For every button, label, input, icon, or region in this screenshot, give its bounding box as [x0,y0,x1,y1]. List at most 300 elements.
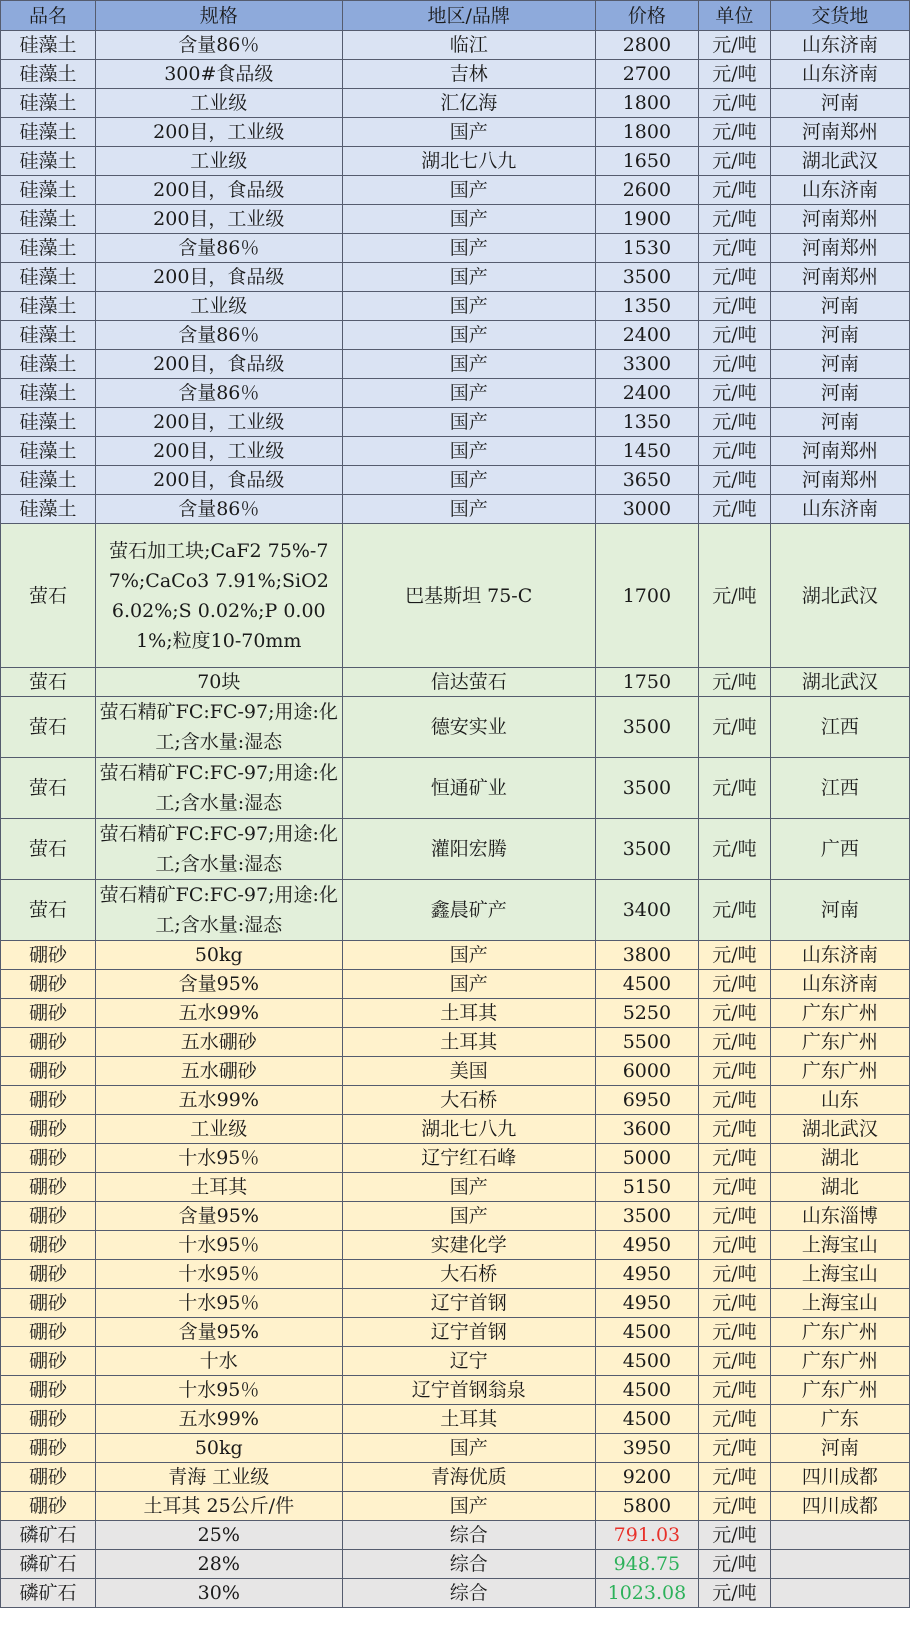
cell-spec: 含量86％ [95,234,342,263]
cell-delivery-location: 广东 [770,1405,909,1434]
header-product-name: 品名 [1,1,96,31]
cell-delivery-location: 山东济南 [770,60,909,89]
cell-delivery-location: 河南 [770,379,909,408]
cell-product-name: 硅藻土 [1,379,96,408]
cell-unit: 元/吨 [699,1463,771,1492]
cell-unit: 元/吨 [699,999,771,1028]
cell-price: 4500 [595,1376,698,1405]
cell-region-brand: 国产 [342,176,595,205]
cell-spec: 土耳其 [95,1173,342,1202]
table-row [1,1521,910,1550]
cell-region-brand: 德安实业 [342,697,595,758]
cell-product-name: 磷矿石 [1,1579,96,1608]
cell-region-brand: 国产 [342,321,595,350]
table-row [1,263,910,292]
cell-delivery-location: 山东淄博 [770,1202,909,1231]
cell-delivery-location: 河南 [770,292,909,321]
cell-unit: 元/吨 [699,31,771,60]
cell-unit: 元/吨 [699,408,771,437]
cell-price: 1450 [595,437,698,466]
cell-product-name: 硅藻土 [1,60,96,89]
cell-price: 1750 [595,668,698,697]
cell-region-brand: 国产 [342,350,595,379]
cell-unit: 元/吨 [699,495,771,524]
cell-product-name: 硼砂 [1,1115,96,1144]
table-row [1,408,910,437]
cell-product-name: 硅藻土 [1,466,96,495]
cell-spec: 含量86％ [95,31,342,60]
cell-region-brand: 国产 [342,1173,595,1202]
cell-spec: 青海 工业级 [95,1463,342,1492]
cell-price: 5500 [595,1028,698,1057]
cell-delivery-location: 山东济南 [770,31,909,60]
table-row [1,941,910,970]
cell-price: 1023.08 [595,1579,698,1608]
cell-delivery-location: 河南 [770,321,909,350]
cell-price: 6950 [595,1086,698,1115]
cell-price: 5000 [595,1144,698,1173]
cell-unit: 元/吨 [699,466,771,495]
cell-unit: 元/吨 [699,1028,771,1057]
cell-spec: 十水95％ [95,1144,342,1173]
cell-product-name: 硼砂 [1,1434,96,1463]
cell-delivery-location [770,1521,909,1550]
table-row [1,1318,910,1347]
cell-spec: 五水99% [95,1405,342,1434]
cell-region-brand: 辽宁 [342,1347,595,1376]
cell-spec: 工业级 [95,89,342,118]
cell-spec: 50kg [95,1434,342,1463]
cell-region-brand: 灌阳宏腾 [342,819,595,880]
cell-unit: 元/吨 [699,1202,771,1231]
table-row [1,1057,910,1086]
cell-unit: 元/吨 [699,1144,771,1173]
cell-unit: 元/吨 [699,1289,771,1318]
cell-region-brand: 国产 [342,205,595,234]
table-row [1,1202,910,1231]
table-row [1,1173,910,1202]
cell-region-brand: 美国 [342,1057,595,1086]
cell-delivery-location: 广东广州 [770,1057,909,1086]
table-body [1,31,910,1608]
cell-delivery-location: 山东济南 [770,495,909,524]
cell-region-brand: 土耳其 [342,999,595,1028]
table-row [1,1144,910,1173]
cell-price: 3300 [595,350,698,379]
cell-product-name: 硅藻土 [1,147,96,176]
cell-product-name: 硼砂 [1,1463,96,1492]
table-row [1,176,910,205]
cell-delivery-location: 河南 [770,880,909,941]
table-row [1,758,910,819]
cell-delivery-location: 河南郑州 [770,437,909,466]
cell-delivery-location: 湖北武汉 [770,147,909,176]
cell-spec: 28% [95,1550,342,1579]
cell-product-name: 硅藻土 [1,176,96,205]
cell-delivery-location: 广东广州 [770,1028,909,1057]
cell-unit: 元/吨 [699,176,771,205]
cell-region-brand: 土耳其 [342,1028,595,1057]
cell-delivery-location: 河南郑州 [770,234,909,263]
table-row [1,89,910,118]
cell-unit: 元/吨 [699,321,771,350]
table-row [1,60,910,89]
cell-product-name: 萤石 [1,758,96,819]
cell-price: 2700 [595,60,698,89]
cell-delivery-location: 广西 [770,819,909,880]
cell-region-brand: 国产 [342,437,595,466]
cell-region-brand: 国产 [342,118,595,147]
cell-delivery-location: 湖北武汉 [770,668,909,697]
cell-product-name: 硅藻土 [1,263,96,292]
table-row [1,466,910,495]
cell-product-name: 硼砂 [1,1173,96,1202]
cell-product-name: 硅藻土 [1,205,96,234]
cell-region-brand: 国产 [342,379,595,408]
cell-region-brand: 国产 [342,1202,595,1231]
header-price: 价格 [595,1,698,31]
cell-delivery-location: 山东济南 [770,970,909,999]
cell-spec: 200目，工业级 [95,205,342,234]
table-row [1,970,910,999]
cell-region-brand: 湖北七八九 [342,1115,595,1144]
table-row [1,1086,910,1115]
table-row [1,1028,910,1057]
cell-unit: 元/吨 [699,1231,771,1260]
cell-product-name: 硼砂 [1,1405,96,1434]
cell-unit: 元/吨 [699,1376,771,1405]
cell-price: 3500 [595,697,698,758]
cell-product-name: 硼砂 [1,1318,96,1347]
cell-price: 5150 [595,1173,698,1202]
cell-product-name: 硼砂 [1,1289,96,1318]
cell-region-brand: 国产 [342,941,595,970]
cell-delivery-location: 湖北武汉 [770,1115,909,1144]
cell-price: 3500 [595,819,698,880]
cell-delivery-location: 河南 [770,1434,909,1463]
cell-product-name: 硼砂 [1,1376,96,1405]
cell-product-name: 硼砂 [1,1086,96,1115]
cell-spec: 十水95％ [95,1231,342,1260]
cell-unit: 元/吨 [699,379,771,408]
cell-delivery-location: 湖北 [770,1144,909,1173]
cell-region-brand: 巴基斯坦 75-C [342,524,595,668]
cell-price: 1350 [595,408,698,437]
cell-delivery-location: 山东济南 [770,176,909,205]
cell-spec: 200目，工业级 [95,437,342,466]
cell-product-name: 硅藻土 [1,495,96,524]
cell-price: 791.03 [595,1521,698,1550]
cell-spec: 含量95% [95,1202,342,1231]
table-row [1,1347,910,1376]
cell-spec: 含量95% [95,1318,342,1347]
cell-region-brand: 国产 [342,1434,595,1463]
cell-delivery-location: 山东济南 [770,941,909,970]
cell-price: 3800 [595,941,698,970]
cell-unit: 元/吨 [699,118,771,147]
cell-spec: 五水硼砂 [95,1057,342,1086]
cell-product-name: 硼砂 [1,1231,96,1260]
cell-region-brand: 大石桥 [342,1260,595,1289]
cell-price: 3650 [595,466,698,495]
cell-delivery-location: 上海宝山 [770,1289,909,1318]
cell-price: 4500 [595,1347,698,1376]
cell-region-brand: 国产 [342,1492,595,1521]
cell-unit: 元/吨 [699,1347,771,1376]
cell-delivery-location: 河南 [770,350,909,379]
cell-price: 4500 [595,1405,698,1434]
cell-spec: 萤石精矿FC:FC-97;用途:化工;含水量:湿态 [95,819,342,880]
header-delivery-location: 交货地 [770,1,909,31]
cell-unit: 元/吨 [699,1492,771,1521]
cell-price: 5250 [595,999,698,1028]
cell-product-name: 硅藻土 [1,31,96,60]
cell-unit: 元/吨 [699,350,771,379]
cell-unit: 元/吨 [699,1521,771,1550]
cell-product-name: 硅藻土 [1,292,96,321]
cell-spec: 萤石加工块;CaF2 75%-77%;CaCo3 7.91%;SiO2 6.02%;S 0.02%;P 0.001%;粒度10-70mm [95,524,342,668]
cell-spec: 30% [95,1579,342,1608]
cell-spec: 含量86％ [95,379,342,408]
cell-delivery-location: 江西 [770,758,909,819]
cell-price: 3500 [595,1202,698,1231]
cell-price: 3400 [595,880,698,941]
cell-price: 1800 [595,89,698,118]
cell-product-name: 硼砂 [1,1492,96,1521]
cell-unit: 元/吨 [699,819,771,880]
table-row [1,1463,910,1492]
table-row [1,1260,910,1289]
cell-region-brand: 综合 [342,1521,595,1550]
table-row [1,292,910,321]
cell-unit: 元/吨 [699,263,771,292]
cell-delivery-location: 江西 [770,697,909,758]
cell-product-name: 硅藻土 [1,234,96,263]
table-row [1,1231,910,1260]
cell-price: 2600 [595,176,698,205]
header-unit: 单位 [699,1,771,31]
table-row [1,147,910,176]
cell-unit: 元/吨 [699,147,771,176]
table-row [1,880,910,941]
table-row [1,1405,910,1434]
cell-price: 3600 [595,1115,698,1144]
table-row [1,31,910,60]
cell-spec: 200目，工业级 [95,118,342,147]
table-row [1,819,910,880]
cell-unit: 元/吨 [699,697,771,758]
cell-unit: 元/吨 [699,1550,771,1579]
cell-price: 3950 [595,1434,698,1463]
cell-price: 4500 [595,1318,698,1347]
cell-price: 1650 [595,147,698,176]
cell-product-name: 硅藻土 [1,408,96,437]
header-spec: 规格 [95,1,342,31]
cell-spec: 五水99% [95,1086,342,1115]
table-row [1,234,910,263]
cell-unit: 元/吨 [699,941,771,970]
table-row [1,437,910,466]
table-row [1,668,910,697]
cell-spec: 十水95％ [95,1376,342,1405]
cell-spec: 200目，食品级 [95,263,342,292]
cell-region-brand: 汇亿海 [342,89,595,118]
cell-product-name: 硼砂 [1,1347,96,1376]
cell-product-name: 硼砂 [1,1144,96,1173]
cell-spec: 300#食品级 [95,60,342,89]
cell-spec: 萤石精矿FC:FC-97;用途:化工;含水量:湿态 [95,697,342,758]
cell-unit: 元/吨 [699,205,771,234]
cell-delivery-location: 湖北 [770,1173,909,1202]
cell-delivery-location: 广东广州 [770,1376,909,1405]
cell-region-brand: 国产 [342,263,595,292]
cell-product-name: 硅藻土 [1,118,96,147]
cell-price: 3500 [595,263,698,292]
cell-delivery-location: 广东广州 [770,999,909,1028]
cell-region-brand: 实建化学 [342,1231,595,1260]
cell-product-name: 硼砂 [1,1028,96,1057]
table-row [1,1550,910,1579]
cell-spec: 50kg [95,941,342,970]
cell-region-brand: 国产 [342,970,595,999]
table-row [1,1492,910,1521]
cell-region-brand: 信达萤石 [342,668,595,697]
cell-unit: 元/吨 [699,60,771,89]
cell-delivery-location: 湖北武汉 [770,524,909,668]
cell-product-name: 硼砂 [1,941,96,970]
cell-delivery-location: 广东广州 [770,1318,909,1347]
cell-delivery-location: 河南 [770,408,909,437]
cell-price: 4950 [595,1289,698,1318]
cell-region-brand: 辽宁首钢 [342,1318,595,1347]
cell-delivery-location [770,1550,909,1579]
cell-product-name: 萤石 [1,880,96,941]
cell-region-brand: 国产 [342,408,595,437]
cell-spec: 含量86％ [95,495,342,524]
cell-price: 5800 [595,1492,698,1521]
cell-price: 948.75 [595,1550,698,1579]
cell-price: 1350 [595,292,698,321]
cell-product-name: 萤石 [1,668,96,697]
cell-delivery-location: 河南郑州 [770,205,909,234]
cell-region-brand: 辽宁首钢 [342,1289,595,1318]
cell-spec: 十水95％ [95,1289,342,1318]
cell-region-brand: 鑫晨矿产 [342,880,595,941]
cell-unit: 元/吨 [699,89,771,118]
cell-region-brand: 临江 [342,31,595,60]
cell-price: 4950 [595,1260,698,1289]
cell-unit: 元/吨 [699,1260,771,1289]
cell-price: 1530 [595,234,698,263]
cell-price: 1800 [595,118,698,147]
cell-region-brand: 国产 [342,234,595,263]
table-row [1,697,910,758]
cell-region-brand: 国产 [342,495,595,524]
cell-delivery-location: 四川成都 [770,1492,909,1521]
cell-region-brand: 辽宁红石峰 [342,1144,595,1173]
cell-region-brand: 土耳其 [342,1405,595,1434]
cell-product-name: 硅藻土 [1,437,96,466]
cell-spec: 工业级 [95,1115,342,1144]
cell-spec: 萤石精矿FC:FC-97;用途:化工;含水量:湿态 [95,880,342,941]
table-row [1,524,910,668]
cell-unit: 元/吨 [699,758,771,819]
cell-unit: 元/吨 [699,1057,771,1086]
cell-spec: 200目，食品级 [95,176,342,205]
cell-spec: 200目，食品级 [95,350,342,379]
cell-unit: 元/吨 [699,292,771,321]
table-row [1,1579,910,1608]
cell-product-name: 硅藻土 [1,321,96,350]
cell-spec: 萤石精矿FC:FC-97;用途:化工;含水量:湿态 [95,758,342,819]
table-row [1,1434,910,1463]
cell-spec: 五水硼砂 [95,1028,342,1057]
cell-spec: 十水 [95,1347,342,1376]
cell-spec: 200目，工业级 [95,408,342,437]
cell-price: 4500 [595,970,698,999]
cell-unit: 元/吨 [699,1405,771,1434]
cell-product-name: 萤石 [1,819,96,880]
cell-delivery-location: 上海宝山 [770,1231,909,1260]
cell-product-name: 硼砂 [1,970,96,999]
table-row [1,1289,910,1318]
cell-price: 2800 [595,31,698,60]
cell-product-name: 萤石 [1,524,96,668]
table-row [1,205,910,234]
cell-delivery-location: 山东 [770,1086,909,1115]
cell-unit: 元/吨 [699,234,771,263]
cell-spec: 70块 [95,668,342,697]
cell-product-name: 磷矿石 [1,1521,96,1550]
cell-spec: 工业级 [95,147,342,176]
cell-price: 2400 [595,321,698,350]
cell-region-brand: 国产 [342,466,595,495]
cell-product-name: 硼砂 [1,999,96,1028]
cell-region-brand: 湖北七八九 [342,147,595,176]
cell-unit: 元/吨 [699,970,771,999]
cell-region-brand: 综合 [342,1550,595,1579]
cell-price: 4950 [595,1231,698,1260]
cell-spec: 含量86％ [95,321,342,350]
cell-product-name: 硼砂 [1,1260,96,1289]
cell-region-brand: 青海优质 [342,1463,595,1492]
cell-unit: 元/吨 [699,524,771,668]
cell-region-brand: 辽宁首钢翁泉 [342,1376,595,1405]
cell-price: 3000 [595,495,698,524]
cell-price: 6000 [595,1057,698,1086]
cell-delivery-location: 河南 [770,89,909,118]
header-region-brand: 地区/品牌 [342,1,595,31]
cell-product-name: 硅藻土 [1,89,96,118]
cell-delivery-location: 广东广州 [770,1347,909,1376]
cell-price: 2400 [595,379,698,408]
table-row [1,999,910,1028]
cell-unit: 元/吨 [699,1115,771,1144]
cell-spec: 十水95％ [95,1260,342,1289]
table-row [1,1376,910,1405]
table-row [1,321,910,350]
cell-product-name: 萤石 [1,697,96,758]
cell-region-brand: 吉林 [342,60,595,89]
cell-spec: 含量95% [95,970,342,999]
cell-delivery-location: 河南郑州 [770,466,909,495]
cell-unit: 元/吨 [699,880,771,941]
cell-spec: 五水99% [95,999,342,1028]
table-row [1,350,910,379]
cell-unit: 元/吨 [699,668,771,697]
table-row [1,1115,910,1144]
cell-delivery-location: 四川成都 [770,1463,909,1492]
